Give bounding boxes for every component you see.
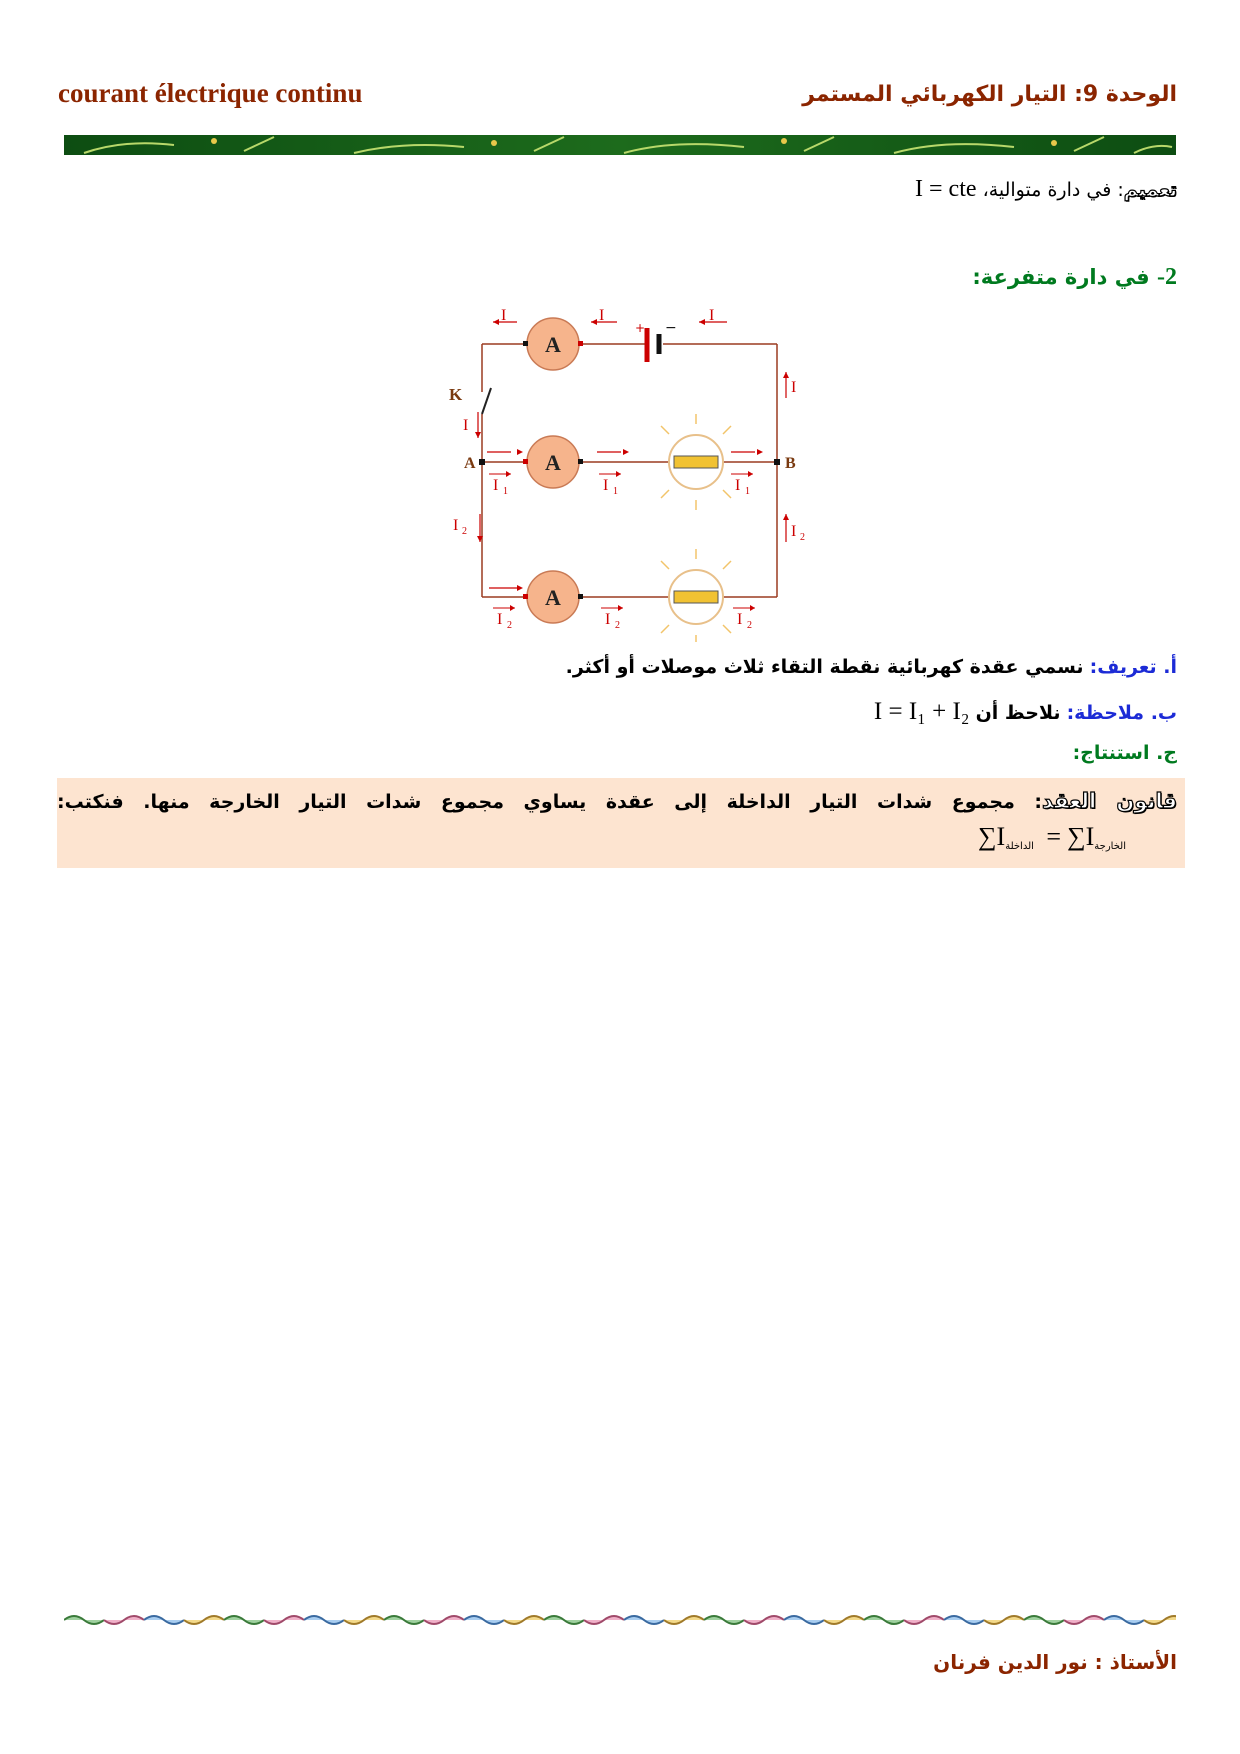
battery-plus: + (635, 321, 646, 335)
definition-label: أ. تعريف: (1089, 656, 1177, 678)
generalization-line: تعميم: في دارة متوالية، I = cte (915, 176, 1177, 202)
section2-heading (972, 264, 1177, 291)
svg-text:A: A (545, 585, 561, 610)
law-formula-eq: = (1046, 822, 1062, 851)
definition-line (566, 656, 1177, 678)
law-text: : مجموع شدات التيار الداخلة إلى عقدة يساوي مجموع شدات التيار الخارجة منها. فنكتب: (57, 791, 1042, 813)
node-b-dot (774, 459, 780, 465)
law-formula (978, 822, 1126, 852)
svg-text:I: I (453, 517, 459, 534)
header-title-fr: courant électrique continu (58, 78, 363, 108)
svg-text:I: I (709, 307, 715, 324)
svg-text:2: 2 (615, 620, 620, 631)
section2-number: -2 (1157, 264, 1177, 290)
header-banner (64, 135, 1176, 155)
svg-text:I: I (603, 477, 609, 494)
law-statement (57, 789, 1177, 813)
svg-text:I: I (791, 379, 797, 396)
svg-text:I: I (735, 477, 741, 494)
svg-text:1: 1 (613, 486, 618, 497)
definition-text: نسمي عقدة كهربائية نقطة التقاء ثلاث موصلات أو أكثر. (565, 656, 1084, 678)
footer-leaf-border (64, 1612, 1176, 1628)
svg-text:2: 2 (507, 620, 512, 631)
law-formula-left: ∑I (978, 822, 1006, 851)
remark-line (874, 698, 1177, 726)
law-formula-right-sub: الخارجة (1094, 841, 1126, 852)
header-title-ar: الوحدة 9: التيار الكهربائي المستمر (802, 82, 1177, 107)
remark-formula: I = I₁ + I₂ (873, 698, 970, 725)
switch-label: K (449, 385, 463, 404)
svg-text:A: A (545, 450, 561, 475)
law-title: قانون العقد (1041, 789, 1177, 813)
svg-text:I: I (791, 523, 797, 540)
svg-text:I: I (599, 307, 605, 324)
svg-text:2: 2 (800, 532, 805, 543)
svg-text:A: A (545, 332, 561, 357)
svg-text:I: I (497, 611, 503, 628)
conclusion-label: ج. استنتاج: (1072, 742, 1177, 764)
footer-author: الأستاذ : نور الدين فرنان (933, 1650, 1177, 1674)
svg-text:2: 2 (462, 526, 467, 537)
generalization-formula: I = cte (915, 176, 977, 202)
parallel-circuit-diagram (437, 302, 817, 642)
section2-title: في دارة متفرعة: (972, 265, 1150, 289)
svg-text:I: I (463, 417, 469, 434)
node-b-label: B (785, 455, 796, 472)
battery-minus: − (665, 320, 677, 336)
svg-text:I: I (605, 611, 611, 628)
node-a-label: A (464, 455, 476, 472)
svg-text:I: I (737, 611, 743, 628)
remark-text: نلاحظ أن (975, 702, 1061, 724)
law-formula-right: ∑I (1067, 822, 1095, 851)
svg-text:I: I (501, 307, 507, 324)
node-a-dot (479, 459, 485, 465)
svg-text:2: 2 (747, 620, 752, 631)
remark-label: ب. ملاحظة: (1066, 702, 1177, 724)
svg-text:1: 1 (745, 486, 750, 497)
generalization-text: في دارة متوالية، (982, 179, 1112, 201)
generalization-label: تعميم (1123, 179, 1177, 201)
law-formula-left-sub: الداخلة (1005, 841, 1034, 852)
svg-text:I: I (493, 477, 499, 494)
svg-text:1: 1 (503, 486, 508, 497)
